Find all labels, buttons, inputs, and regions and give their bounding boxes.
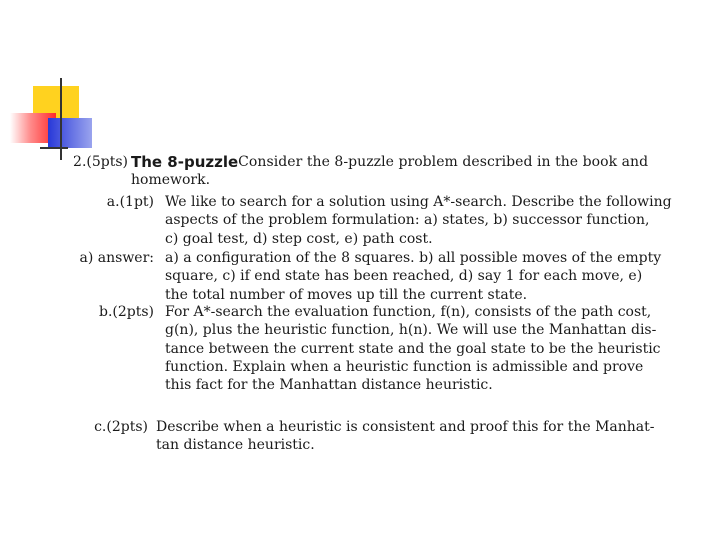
part-b-line-2: g(n), plus the heuristic function, h(n). We will use the Manhattan dis-	[165, 322, 657, 339]
part-c-text	[156, 418, 655, 455]
problem-title: The 8-puzzle	[131, 153, 239, 171]
part-b-line-1: For A*-search the evaluation function, f(n), consists of the path cost,	[165, 304, 652, 320]
part-b-line-5: this fact for the Manhattan distance heuristic.	[165, 377, 493, 394]
problem-label: 2.(5pts)	[73, 154, 128, 170]
part-a-text	[165, 193, 672, 248]
answer-a-line-1: a) a configuration of the 8 squares. b) all possible moves of the empty	[165, 250, 662, 266]
part-b-line-3: tance between the current state and the goal state to be the heuristic	[165, 340, 661, 357]
part-b-label: b.(2pts)	[98, 304, 154, 320]
part-b-text	[165, 303, 661, 394]
answer-a-line-2: square, c) if end state has been reached, d) say 1 for each move, e)	[165, 268, 643, 285]
problem-intro-line2: homework.	[131, 172, 211, 188]
answer-a-line-3: the total number of moves up till the current state.	[165, 286, 528, 303]
problem-header	[131, 153, 649, 171]
answer-a-text	[165, 249, 662, 304]
part-a-line-1: We like to search for a solution using A*-search. Describe the following	[165, 194, 672, 210]
part-a-label: a.(1pt)	[106, 194, 154, 210]
part-a-line-2: aspects of the problem formulation: a) states, b) successor function,	[165, 212, 650, 229]
part-b-line-4: function. Explain when a heuristic function is admissible and prove	[165, 358, 644, 375]
part-a-line-3: c) goal test, d) step cost, e) path cost.	[165, 230, 433, 247]
problem-intro-line1: Consider the 8-puzzle problem described in the book and	[238, 154, 649, 170]
part-c-label: c.(2pts)	[94, 419, 148, 435]
part-c-line-1: Describe when a heuristic is consistent and proof this for the Manhat-	[156, 419, 655, 435]
part-c-line-2: tan distance heuristic.	[156, 437, 315, 454]
answer-a-label: a) answer:	[79, 250, 154, 266]
